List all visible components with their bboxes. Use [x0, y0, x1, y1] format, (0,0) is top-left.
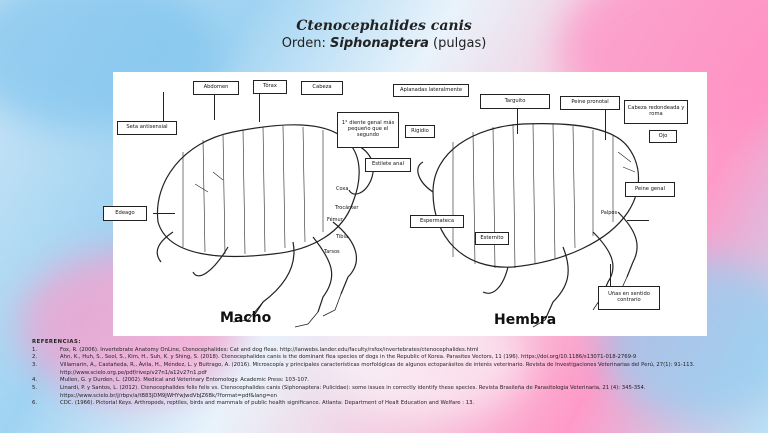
reference-text: Villamarin, A., Castañeda, R., Ávila, H., Méndez, L. y Buitrago, A. (2016). Microscopía y principales características morfológicas de algunos ectoparásitos de interés veterinario. Revista de Investigaciones Veterinarias del Perú, 27(1): 91-113. http://www.scielo.org.pe/pdf/rivep/v27n1/a12v27n1.pdf: [60, 362, 695, 376]
leader-targuito: [517, 108, 518, 134]
reference-number: 3.: [32, 362, 38, 369]
flea-diagram: [113, 72, 707, 336]
page-title: Ctenocephalides canis: [296, 18, 472, 34]
references: [32, 339, 752, 408]
label-tibia: Tibia: [336, 234, 348, 240]
label-femur: Fémur: [327, 217, 343, 223]
order-prefix: Orden:: [281, 36, 326, 51]
reference-text: Ahn, K., Huh, S., Seol, S., Kim, H., Suh, K. y Shing, S. (2018). Ctenocephalides canis is the dominant flea species of dogs in the Republic of Korea. Parasites Vectors, 11 (196). https://doi.org/10.1186/s13071-018-2769-9: [60, 354, 637, 361]
label-unas: Uñas en sentido contrario: [598, 286, 660, 310]
leader-peine-pronotal: [605, 108, 606, 140]
references-heading: REFERENCIAS:: [32, 339, 81, 345]
reference-number: 1.: [32, 346, 38, 353]
leader-unas: [610, 264, 611, 286]
label-hembra: Hembra: [494, 312, 557, 328]
reference-text: Linardi, P. y Santos, L. (2012). Ctenocephalides felis felis vs. Ctenocephalides canis (Siphonaptera: Pulicidae): some issues in correctly identify these species. Revista Brasileña de Parasitologia Veterinaria, 21 (4): 345-354. https://www.scielo.br/j/rbpv/a/tB83jDM9JWHYwJwdVbJZ6Bk/?format=pdf&lang=en: [60, 385, 646, 399]
label-cabeza: Cabeza: [301, 81, 343, 95]
label-rigidio: Rigidio: [405, 125, 435, 138]
reference-item: [32, 400, 752, 408]
reference-text: Fox, R. (2006). Invertebrate Anatomy OnLine, Ctenocephalides: Cat and dog fleas. http://lanwebs.lander.edu/faculty/rsfox/invertebrates/ctenocephalides.html: [60, 346, 479, 353]
leader-torax: [214, 92, 215, 120]
header: [0, 18, 768, 51]
reference-item: [32, 377, 752, 385]
leader-edeago: [153, 213, 175, 214]
leader-cabeza: [259, 94, 260, 122]
label-seta-antisensial: Seta antisensial: [117, 121, 177, 135]
reference-number: 4.: [32, 377, 38, 384]
page-subtitle: [0, 36, 768, 51]
label-espermateca: Espermateca: [410, 215, 464, 228]
label-edeago: Edeago: [103, 206, 147, 221]
reference-text: CDC. (1966). Pictorial Keys. Arthropods, reptiles, birds and mammals of public health significance. Atlanta: Department of Healt Education and Welfare : 13.: [60, 400, 475, 407]
reference-number: 2.: [32, 354, 38, 361]
reference-text: Mullen, G. y Durden, L. (2002). Medical and Veterinary Entomology. Academic Press: 103-107.: [60, 377, 309, 384]
label-tarsos: Tarsos: [324, 249, 340, 255]
label-targuito: Targuito: [480, 94, 550, 109]
male-flea-drawing: [157, 125, 373, 327]
leader-peine-genal: [627, 220, 649, 221]
label-cabeza-redondeada: Cabeza redondeada y roma: [624, 100, 688, 124]
reference-number: 5.: [32, 385, 38, 392]
label-torax: Tórax: [253, 80, 287, 94]
label-palpos: Palpos: [601, 210, 618, 216]
order-name: Siphonaptera: [330, 36, 429, 51]
label-trocanter: Trocánter: [335, 205, 359, 211]
reference-number: 6.: [32, 400, 38, 407]
label-aplanadas: Aplanadas lateralmente: [393, 84, 469, 97]
label-abdomen: Abdomen: [193, 81, 239, 95]
label-peine-pronotal: Peine pronotal: [560, 96, 620, 110]
leader-abdomen: [163, 92, 164, 124]
label-coxa: Coxa: [336, 186, 349, 192]
reference-item: [32, 354, 752, 362]
label-ojo: Ojo: [649, 130, 677, 143]
label-estilete-anal: Estilete anal: [365, 158, 411, 172]
label-diente-genal: 1° diente genal más pequeño que el segundo: [337, 112, 399, 148]
label-peine-genal: Peine genal: [625, 182, 675, 197]
reference-item: [32, 362, 752, 377]
reference-item: [32, 385, 752, 400]
label-esternito: Esternito: [475, 232, 509, 245]
label-macho: Macho: [220, 310, 272, 326]
reference-item: [32, 347, 752, 355]
order-suffix: (pulgas): [433, 36, 487, 51]
